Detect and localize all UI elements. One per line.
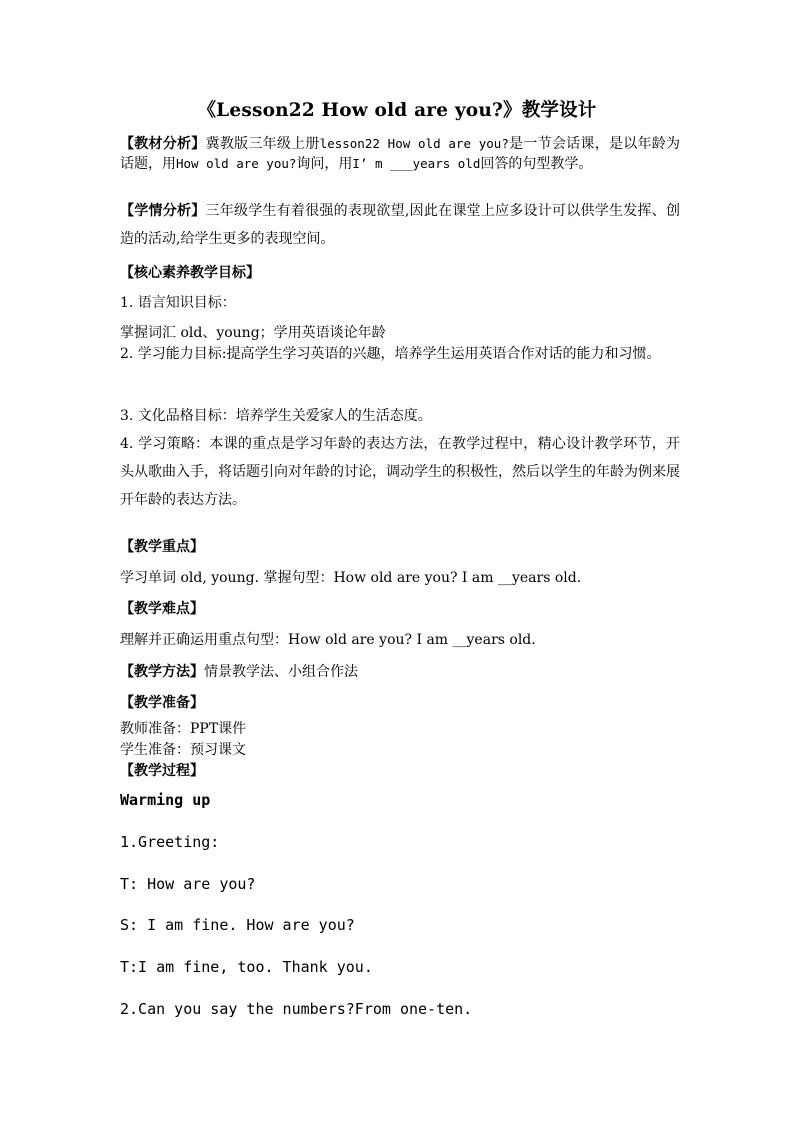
objective-item-3: 3. 文化品格目标：培养学生关爱家人的生活态度。 <box>120 408 432 424</box>
preparation-heading: 【教学准备】 <box>120 695 204 711</box>
preparation-student: 学生准备：预习课文 <box>120 742 246 758</box>
preparation-teacher: 教师准备：PPT课件 <box>120 721 247 737</box>
methods-text: 情景教学法、小组合作法 <box>204 664 358 680</box>
learner-analysis-label: 【学情分析】 <box>120 203 206 219</box>
textbook-analysis-text-4: 回答的句型教学。 <box>480 156 593 172</box>
learner-analysis-text: 三年级学生有着很强的表现欲望,因此在课堂上应多设计可以供学生发挥、创造的活动,给学生更多的表现空间。 <box>120 203 680 247</box>
textbook-analysis-text-3: 询问，用 <box>296 156 353 172</box>
textbook-analysis-code-1: lesson22 How old are you? <box>319 136 509 151</box>
textbook-analysis-text-2: 是一节会话课，是以年龄为话题，用 <box>120 136 680 172</box>
key-points-heading: 【教学重点】 <box>120 539 204 555</box>
methods-line <box>120 661 680 681</box>
objective-item-1-detail: 掌握词汇 old、young；学用英语谈论年龄 <box>120 325 386 341</box>
textbook-analysis-code-3: I’ m ___years old <box>352 156 481 171</box>
learner-analysis-paragraph <box>120 197 680 253</box>
textbook-analysis-text-1: 冀教版三年级上册 <box>205 136 320 152</box>
objective-item-2: 2. 学习能力目标:提高学生学习英语的兴趣，培养学生运用英语合作对话的能力和习惯。 <box>120 346 661 362</box>
textbook-analysis-code-2: How old are you? <box>176 156 297 171</box>
process-line-3: S: I am fine. How are you? <box>120 916 355 934</box>
objectives-heading: 【核心素养教学目标】 <box>120 265 260 281</box>
process-line-4: T:I am fine, too. Thank you. <box>120 958 373 976</box>
process-heading: 【教学过程】 <box>120 763 204 779</box>
difficulties-heading: 【教学难点】 <box>120 601 204 617</box>
process-stage-title: Warming up <box>120 791 211 809</box>
process-line-5: 2.Can you say the numbers?From one-ten. <box>120 1000 473 1018</box>
key-points-text: 学习单词 old, young. 掌握句型：How old are you? I am __years old. <box>120 570 582 586</box>
process-line-2: T: How are you? <box>120 875 256 893</box>
objective-item-1: 1. 语言知识目标： <box>120 295 236 311</box>
difficulties-text: 理解并正确运用重点句型：How old are you? I am __years old. <box>120 632 536 648</box>
methods-label: 【教学方法】 <box>120 664 204 680</box>
objective-item-4: 4. 学习策略：本课的重点是学习年龄的表达方法，在教学过程中，精心设计教学环节，开头从歌曲入手，将话题引向对年龄的讨论，调动学生的积极性，然后以学生的年龄为例来展开年龄的表达方法。 <box>120 436 680 508</box>
document-title: 《Lesson22 How old are you?》教学设计 <box>197 100 597 121</box>
textbook-analysis-label: 【教材分析】 <box>120 136 206 152</box>
process-line-1: 1.Greeting: <box>120 833 220 851</box>
textbook-analysis-paragraph <box>120 134 680 174</box>
